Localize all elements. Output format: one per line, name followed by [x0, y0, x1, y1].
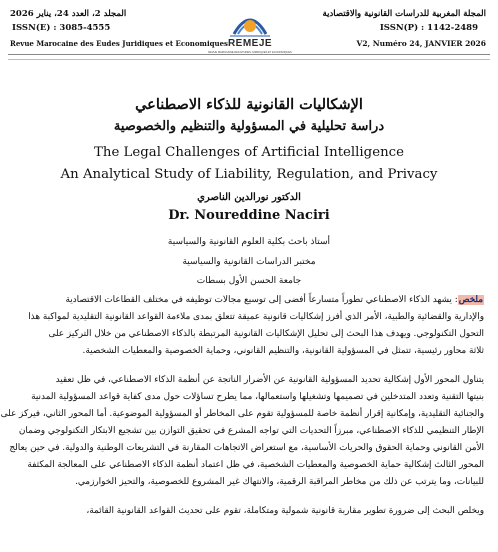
author-affiliation-lab: مختبر الدراسات القانونية والسياسية: [182, 257, 316, 267]
abstract-line-1: [14, 292, 484, 309]
journal-title-arabic: المجلة المغربية للدراسات القانونية والاقتصادية: [322, 9, 486, 19]
logo-subtext: REVUE MAROCAINE DES ETUDES JURIDIQUES ET ECONOMIQUES: [208, 51, 292, 54]
body-line-6: المحور الثالث إشكالية حماية الخصوصية والمعطيات الشخصية، في ظل اعتماد أنظمة الذكاء الاصطناعي على المعالجة المكثفة: [27, 460, 484, 470]
abstract-label: ملخص: [458, 295, 483, 305]
body-line-1: يتناول المحور الأول إشكالية تحديد المسؤولية القانونية عن الأضرار الناتجة عن أنظمة الذكاء الاصطناعي، في ظل تعقيد: [55, 375, 484, 385]
author-affiliation-university: جامعة الحسن الأول بسطات: [196, 276, 302, 286]
issn-electronic: ISSN(E) : 3085-4555: [12, 23, 111, 33]
journal-title-french: Revue Marocaine des Eudes Juridiques et Economiques: [10, 39, 228, 48]
title-arabic: الإشكاليات القانونية للذكاء الاصطناعي: [135, 96, 363, 113]
body-line-3: والجنائية التقليدية، وإمكانية إقرار أنظمة خاصة للمسؤولية تقوم على المخاطر أو المسؤولية الموضوعية. أما المحور الثاني، فيركز على: [0, 409, 484, 419]
issue-info-french: V2, Numéro 24, JANVIER 2026: [356, 39, 486, 48]
abstract-line-3: التحول التكنولوجي. ويهدف هذا البحث إلى تحليل الإشكاليات القانونية المرتبطة بالذكاء الاصطناعي من خلال التركيز على: [48, 329, 484, 339]
abstract-text: : يشهد الذكاء الاصطناعي تطوراً متسارعاً أفضى إلى توسيع مجالات توظيفه في مختلف القطاعات الاقتصادية: [65, 295, 458, 305]
author-name-english: Dr. Noureddine Naciri: [168, 208, 330, 223]
logo-wordmark: REMEJE: [227, 38, 273, 49]
header-rule-thin: [8, 59, 490, 60]
body-line-4: الإطار التنظيمي للذكاء الاصطناعي، مبرزاً التحديات التي تواجه المشرع في تحقيق التوازن بين تشجيع الابتكار التكنولوجي وضمان: [18, 426, 484, 436]
issue-info-arabic: المجلد 2، العدد 24، يناير 2026: [10, 9, 127, 19]
body-line-8: ويخلص البحث إلى ضرورة تطوير مقاربة قانونية شمولية ومتكاملة، تقوم على تحديث القواعد القانونية القائمة،: [86, 506, 484, 516]
author-name-arabic: الدكتور نورالدين الناصري: [197, 192, 301, 203]
abstract-line-2: والإدارية والقضائية والطبية، الأمر الذي أفرز إشكاليات قانونية عميقة تتعلق بمدى ملاءمة القواعد القانونية التقليدية لمواكبة هذا: [28, 312, 484, 322]
abstract-label-highlight: [458, 295, 484, 305]
body-line-2: بنيتها التقنية وتعدد المتدخلين في تصميمها وتشغيلها واستعمالها، مما يطرح تساؤلات حول مدى كفاية قواعد المسؤولية المدنية: [31, 392, 484, 402]
issn-print: ISSN(P) : 1142-2489: [379, 23, 478, 33]
author-affiliation-faculty: أستاذ باحث بكلية العلوم القانونية والسياسية: [167, 237, 331, 247]
subtitle-arabic: دراسة تحليلية في المسؤولية والتنظيم والخصوصية: [113, 119, 385, 134]
title-english: The Legal Challenges of Artificial Intelligence: [94, 145, 404, 160]
body-line-5: الأمن القانوني وحماية الحقوق والحريات الأساسية، مع استعراض الاتجاهات المقارنة في التشريعات الوطنية والدولية. في حين يعالج: [9, 443, 484, 453]
header-rule: [8, 54, 490, 55]
body-line-7: للبيانات، وما يترتب عن ذلك من مخاطر المراقبة الرقمية، والانتهاك غير المشروع للخصوصية، والتحيز الخوارزمي.: [75, 477, 484, 487]
subtitle-english: An Analytical Study of Liability, Regulation, and Privacy: [60, 167, 438, 182]
abstract-line-4: ثلاثة محاور رئيسية، تتمثل في المسؤولية القانونية، والتنظيم القانوني، وحماية الخصوصية والمعطيات الشخصية.: [82, 346, 484, 356]
